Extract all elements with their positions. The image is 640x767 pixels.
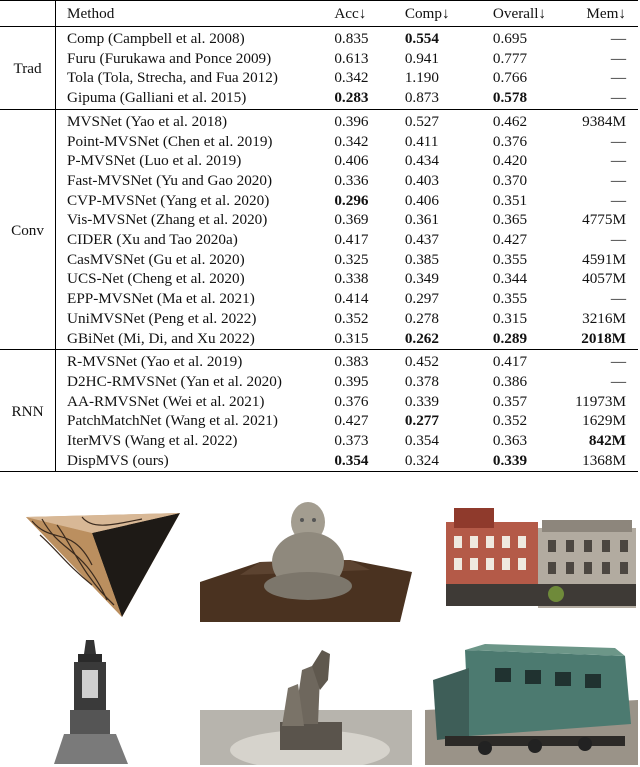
cell-method: Tola (Tola, Strecha, and Fua 2012) [67, 69, 278, 87]
cell-overall: 0.777 [492, 49, 528, 67]
cell-mem: — [610, 290, 626, 308]
cell-mem: 2018M [581, 329, 626, 347]
cell-acc: 0.342 [334, 132, 369, 150]
header-overall: Overall↓ [492, 4, 547, 22]
cell-method: CasMVSNet (Gu et al. 2020) [67, 250, 245, 268]
cell-overall: 0.462 [492, 112, 528, 130]
cell-comp: 0.324 [404, 451, 439, 469]
cell-method: Comp (Campbell et al. 2008) [67, 30, 245, 47]
cell-acc: 0.414 [334, 290, 369, 308]
cell-mem: — [610, 372, 626, 390]
cell-acc: 0.406 [334, 152, 369, 170]
cell-comp: 0.378 [404, 372, 439, 390]
table-row [0, 171, 638, 191]
table-row [0, 431, 638, 451]
cell-mem: 3216M [582, 309, 626, 327]
cell-comp: 0.411 [404, 132, 439, 150]
cell-acc: 0.417 [334, 231, 369, 249]
cell-mem: — [610, 191, 626, 209]
cell-overall: 0.357 [492, 392, 528, 410]
cell-comp: 0.349 [404, 270, 439, 288]
cell-method: EPP-MVSNet (Ma et al. 2021) [67, 290, 255, 308]
table-row [0, 269, 638, 289]
cell-mem: 1368M [582, 451, 626, 469]
cell-mem: 842M [588, 432, 626, 450]
cell-comp: 0.297 [404, 290, 439, 308]
cell-overall: 0.351 [492, 191, 528, 209]
cell-comp: 0.406 [404, 191, 439, 209]
cell-overall: 0.695 [492, 30, 528, 47]
cell-method: GBiNet (Mi, Di, and Xu 2022) [67, 329, 255, 347]
reconstruction-sculpture [200, 650, 412, 765]
table-row [0, 230, 638, 250]
table-row [0, 411, 638, 431]
cell-acc: 0.336 [334, 171, 369, 189]
group-label: Conv [0, 109, 56, 349]
train-icon [425, 640, 638, 765]
cell-comp: 1.190 [404, 69, 439, 87]
cell-method: CIDER (Xu and Tao 2020a) [67, 231, 238, 249]
group-label: RNN [0, 350, 56, 472]
header-acc: Acc↓ [334, 4, 367, 22]
cell-method: UniMVSNet (Peng et al. 2022) [67, 309, 257, 327]
cell-overall: 0.355 [492, 290, 528, 308]
header-group [0, 1, 56, 27]
cell-mem: — [610, 69, 626, 87]
cell-overall: 0.420 [492, 152, 528, 170]
cell-method: PatchMatchNet (Wang et al. 2021) [67, 412, 278, 430]
cell-overall: 0.376 [492, 132, 528, 150]
cell-comp: 0.554 [404, 30, 439, 47]
cell-overall: 0.355 [492, 250, 528, 268]
table-group-conv [0, 109, 638, 349]
cell-mem: 4057M [582, 270, 626, 288]
table-row [0, 88, 638, 109]
cell-overall: 0.370 [492, 171, 528, 189]
cell-overall: 0.344 [492, 270, 528, 288]
cell-method: IterMVS (Wang et al. 2022) [67, 432, 238, 450]
table-row [0, 350, 638, 372]
reconstruction-buddha [200, 500, 412, 622]
table-group-rnn [0, 350, 638, 472]
cell-comp: 0.403 [404, 171, 439, 189]
table-row [0, 132, 638, 152]
sculpture-icon [200, 650, 412, 765]
cell-method: D2HC-RMVSNet (Yan et al. 2020) [67, 372, 282, 390]
cell-method: Point-MVSNet (Chen et al. 2019) [67, 132, 273, 150]
cell-comp: 0.385 [404, 250, 439, 268]
reconstruction-town [446, 500, 638, 610]
cell-acc: 0.315 [334, 329, 369, 347]
cell-method: DispMVS (ours) [67, 451, 169, 469]
table-row [0, 109, 638, 131]
cell-mem: 4775M [582, 211, 626, 229]
buddha-statue-icon [200, 500, 412, 622]
reconstruction-block [22, 505, 184, 620]
cell-method: MVSNet (Yao et al. 2018) [67, 112, 228, 130]
cell-acc: 0.396 [334, 112, 369, 130]
cell-overall: 0.417 [492, 353, 528, 371]
cell-method: AA-RMVSNet (Wei et al. 2021) [67, 392, 265, 410]
cell-overall: 0.352 [492, 412, 528, 430]
table-row [0, 451, 638, 472]
cell-acc: 0.369 [334, 211, 369, 229]
table-row [0, 372, 638, 392]
cell-acc: 0.354 [334, 451, 369, 469]
cell-comp: 0.434 [404, 152, 439, 170]
table-header-row [0, 1, 638, 27]
cell-overall: 0.766 [492, 69, 528, 87]
table-row [0, 289, 638, 309]
cell-method: CVP-MVSNet (Yang et al. 2020) [67, 191, 270, 209]
header-method: Method [67, 4, 115, 22]
cell-mem: — [610, 89, 626, 107]
cell-mem: — [610, 152, 626, 170]
cell-comp: 0.873 [404, 89, 439, 107]
table-row [0, 309, 638, 329]
table-row [0, 250, 638, 270]
cell-acc: 0.325 [334, 250, 369, 268]
cell-overall: 0.315 [492, 309, 528, 327]
table-row [0, 191, 638, 211]
cell-overall: 0.339 [492, 451, 528, 469]
table-group-trad [0, 27, 638, 110]
table-row [0, 151, 638, 171]
cell-overall: 0.386 [492, 372, 528, 390]
cell-comp: 0.354 [404, 432, 439, 450]
cell-overall: 0.578 [492, 89, 528, 107]
wooden-block-icon [22, 505, 184, 620]
cell-comp: 0.339 [404, 392, 439, 410]
cell-comp: 0.361 [404, 211, 439, 229]
town-buildings-icon [446, 500, 638, 610]
cell-comp: 0.437 [404, 231, 439, 249]
monument-icon [48, 640, 132, 764]
cell-comp: 0.262 [404, 329, 439, 347]
cell-method: UCS-Net (Cheng et al. 2020) [67, 270, 245, 288]
cell-acc: 0.342 [334, 69, 369, 87]
cell-method: Gipuma (Galliani et al. 2015) [67, 89, 247, 107]
header-comp: Comp↓ [404, 4, 450, 22]
cell-mem: 4591M [582, 250, 626, 268]
cell-acc: 0.395 [334, 372, 369, 390]
cell-comp: 0.452 [404, 353, 439, 371]
cell-acc: 0.427 [334, 412, 369, 430]
group-label: Trad [0, 27, 56, 110]
cell-mem: — [610, 49, 626, 67]
cell-acc: 0.296 [334, 191, 369, 209]
table-row [0, 329, 638, 350]
table-row [0, 392, 638, 412]
cell-mem: 1629M [582, 412, 626, 430]
cell-method: R-MVSNet (Yao et al. 2019) [67, 353, 243, 371]
cell-overall: 0.427 [492, 231, 528, 249]
cell-mem: — [610, 231, 626, 249]
cell-acc: 0.352 [334, 309, 369, 327]
cell-overall: 0.363 [492, 432, 528, 450]
cell-acc: 0.835 [334, 30, 369, 47]
cell-acc: 0.373 [334, 432, 369, 450]
cell-overall: 0.365 [492, 211, 528, 229]
cell-comp: 0.278 [404, 309, 439, 327]
cell-mem: — [610, 30, 626, 47]
table-row [0, 49, 638, 69]
cell-acc: 0.376 [334, 392, 369, 410]
cell-mem: 9384M [582, 112, 626, 130]
cell-mem: — [610, 171, 626, 189]
cell-method: Furu (Furukawa and Ponce 2009) [67, 49, 272, 67]
cell-comp: 0.941 [404, 49, 439, 67]
cell-comp: 0.527 [404, 112, 439, 130]
table-row [0, 68, 638, 88]
cell-method: P-MVSNet (Luo et al. 2019) [67, 152, 242, 170]
cell-mem: — [610, 353, 626, 371]
cell-acc: 0.283 [334, 89, 369, 107]
cell-mem: 11973M [575, 392, 626, 410]
cell-overall: 0.289 [492, 329, 528, 347]
reconstruction-train [425, 640, 638, 765]
table-row [0, 27, 638, 49]
cell-acc: 0.383 [334, 353, 369, 371]
cell-method: Vis-MVSNet (Zhang et al. 2020) [67, 211, 268, 229]
cell-mem: — [610, 132, 626, 150]
cell-comp: 0.277 [404, 412, 439, 430]
table-row [0, 210, 638, 230]
cell-acc: 0.338 [334, 270, 369, 288]
cell-method: Fast-MVSNet (Yu and Gao 2020) [67, 171, 273, 189]
cell-acc: 0.613 [334, 49, 369, 67]
header-mem: Mem↓ [586, 4, 626, 22]
reconstruction-monument [48, 640, 132, 764]
